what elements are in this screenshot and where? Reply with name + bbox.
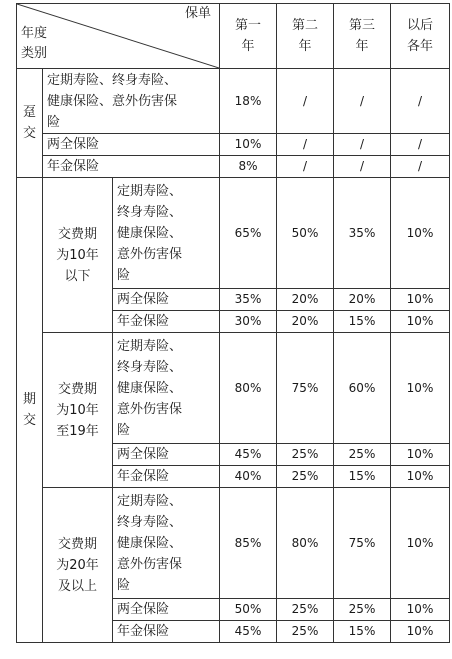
header-year-2: 第二 年	[277, 4, 334, 69]
rate-cell: 18%	[220, 69, 277, 134]
rate-cell: 25%	[277, 444, 334, 466]
plan-cell: 年金保险	[113, 466, 220, 488]
rate-cell: /	[334, 69, 391, 134]
plan-cell: 两全保险	[113, 444, 220, 466]
rate-cell: 10%	[391, 289, 450, 311]
rate-cell: /	[277, 156, 334, 178]
rate-cell: /	[391, 134, 450, 156]
rate-cell: 65%	[220, 178, 277, 289]
plan-cell: 两全保险	[43, 134, 220, 156]
header-year-1: 第一 年	[220, 4, 277, 69]
plan-cell: 年金保险	[43, 156, 220, 178]
rate-cell: 35%	[334, 178, 391, 289]
single-pay-label: 趸 交	[17, 69, 43, 178]
rate-cell: /	[391, 156, 450, 178]
rate-cell: /	[277, 69, 334, 134]
plan-cell: 定期寿险、 终身寿险、 健康保险、 意外伤害保 险	[113, 333, 220, 444]
rate-cell: 15%	[334, 621, 391, 643]
plan-cell: 定期寿险、终身寿险、 健康保险、意外伤害保 险	[43, 69, 220, 134]
rate-cell: 25%	[277, 466, 334, 488]
header-diagonal-cell	[17, 4, 220, 69]
rate-cell: 25%	[277, 621, 334, 643]
rate-cell: 10%	[391, 488, 450, 599]
rate-cell: /	[334, 134, 391, 156]
plan-cell: 年金保险	[113, 621, 220, 643]
rate-cell: 20%	[277, 311, 334, 333]
header-year-label: 年度	[21, 26, 48, 41]
rate-cell: 10%	[391, 466, 450, 488]
header-year-later: 以后 各年	[391, 4, 450, 69]
rate-cell: 50%	[277, 178, 334, 289]
commission-rate-table	[16, 3, 450, 643]
rate-cell: 10%	[220, 134, 277, 156]
rate-cell: 10%	[391, 333, 450, 444]
payment-period-cell: 交费期 为10年 以下	[43, 178, 113, 333]
rate-cell: 60%	[334, 333, 391, 444]
rate-cell: 20%	[277, 289, 334, 311]
rate-cell: 8%	[220, 156, 277, 178]
rate-cell: 20%	[334, 289, 391, 311]
rate-cell: 45%	[220, 444, 277, 466]
rate-cell: 45%	[220, 621, 277, 643]
rate-cell: 80%	[220, 333, 277, 444]
rate-cell: 75%	[334, 488, 391, 599]
payment-period-cell: 交费期 为10年 至19年	[43, 333, 113, 488]
rate-cell: 10%	[391, 599, 450, 621]
rate-cell: 75%	[277, 333, 334, 444]
rate-cell: 50%	[220, 599, 277, 621]
rate-cell: /	[391, 69, 450, 134]
rate-cell: 30%	[220, 311, 277, 333]
plan-cell: 年金保险	[113, 311, 220, 333]
plan-cell: 两全保险	[113, 599, 220, 621]
rate-cell: 10%	[391, 311, 450, 333]
periodic-pay-label: 期 交	[17, 178, 43, 643]
rate-cell: 25%	[334, 599, 391, 621]
rate-cell: 85%	[220, 488, 277, 599]
rate-cell: 10%	[391, 178, 450, 289]
rate-cell: 15%	[334, 311, 391, 333]
rate-cell: 35%	[220, 289, 277, 311]
rate-cell: 25%	[334, 444, 391, 466]
rate-cell: 10%	[391, 621, 450, 643]
rate-cell: 80%	[277, 488, 334, 599]
header-category-label: 类别	[21, 46, 48, 61]
rate-cell: 10%	[391, 444, 450, 466]
plan-cell: 定期寿险、 终身寿险、 健康保险、 意外伤害保 险	[113, 178, 220, 289]
plan-cell: 定期寿险、 终身寿险、 健康保险、 意外伤害保 险	[113, 488, 220, 599]
header-policy-label: 保单	[185, 6, 212, 21]
rate-cell: 25%	[277, 599, 334, 621]
rate-cell: 15%	[334, 466, 391, 488]
plan-cell: 两全保险	[113, 289, 220, 311]
payment-period-cell: 交费期 为20年 及以上	[43, 488, 113, 643]
header-year-3: 第三 年	[334, 4, 391, 69]
rate-cell: /	[277, 134, 334, 156]
rate-cell: /	[334, 156, 391, 178]
rate-cell: 40%	[220, 466, 277, 488]
